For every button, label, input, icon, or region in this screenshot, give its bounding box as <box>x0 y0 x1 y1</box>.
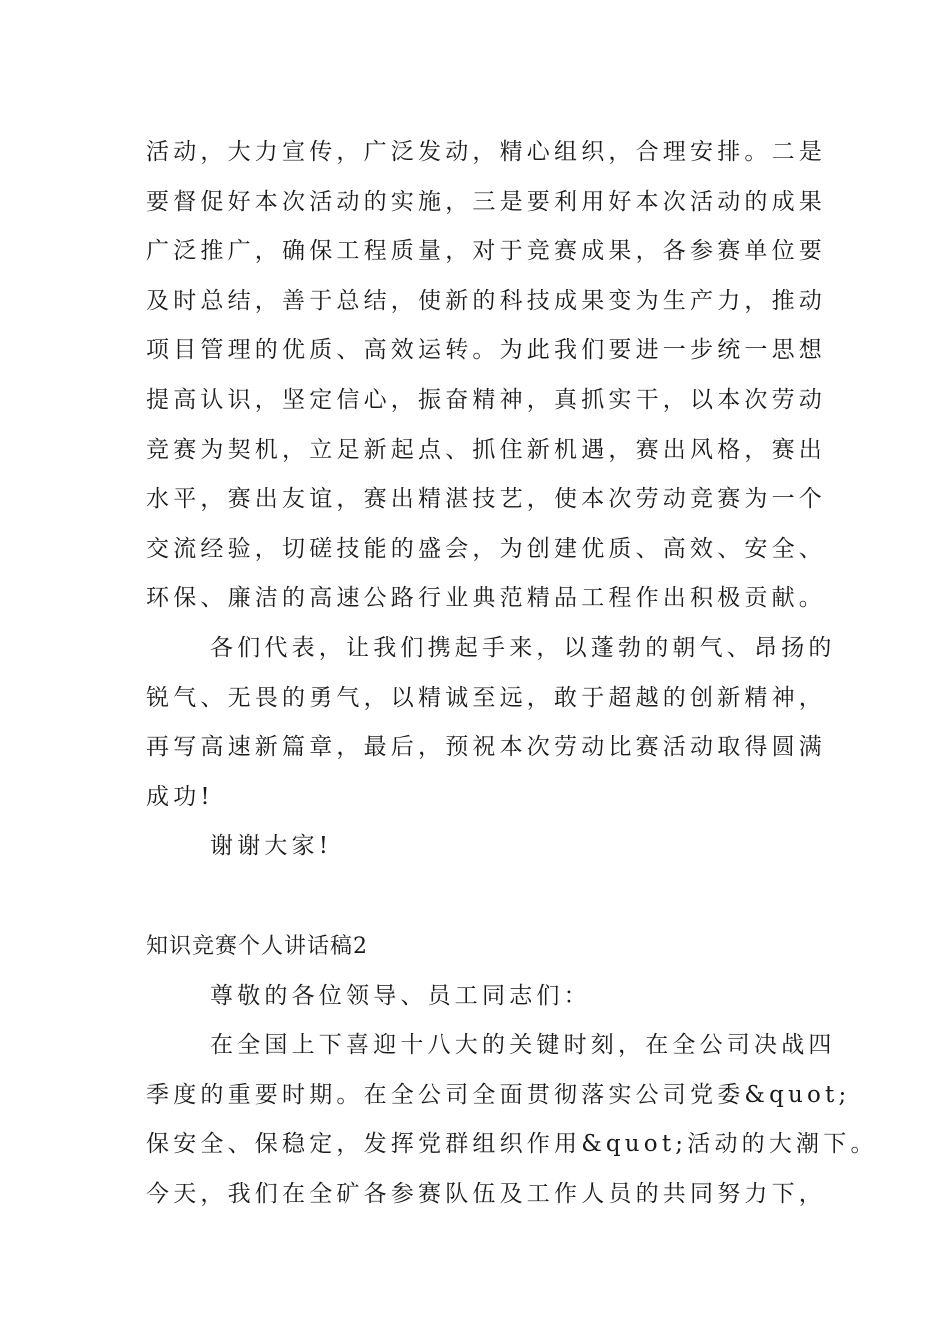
paragraph-line: 在全国上下喜迎十八大的关键时刻，在全公司决战四 <box>210 1032 836 1059</box>
paragraph-line: 锐气、无畏的勇气，以精诚至远，敢于超越的创新精神， <box>146 684 826 711</box>
paragraph-line: 提高认识，坚定信心，振奋精神，真抓实干，以本次劳动 <box>146 386 826 413</box>
paragraph-line: 交流经验，切磋技能的盛会，为创建优质、高效、安全、 <box>146 535 826 562</box>
paragraph-line: 保安全、保稳定，发挥党群组织作用&quot;活动的大潮下。 <box>146 1131 878 1158</box>
paragraph-line: 季度的重要时期。在全公司全面贯彻落实公司党委&quot; <box>146 1081 851 1108</box>
paragraph-line: 环保、廉洁的高速公路行业典范精品工程作出积极贡献。 <box>146 585 826 612</box>
section-gap <box>146 872 826 922</box>
paragraph-line: 要督促好本次活动的实施，三是要利用好本次活动的成果 <box>146 188 826 215</box>
paragraph-line: 及时总结，善于总结，使新的科技成果变为生产力，推动 <box>146 287 826 314</box>
paragraph-line: 今天，我们在全矿各参赛队伍及工作人员的共同努力下， <box>146 1180 826 1207</box>
paragraph-line: 再写高速新篇章，最后，预祝本次劳动比赛活动取得圆满 <box>146 734 826 761</box>
paragraph-line: 项目管理的优质、高效运转。为此我们要进一步统一思想 <box>146 337 826 364</box>
document-page <box>146 128 878 1219</box>
paragraph-line: 活动，大力宣传，广泛发动，精心组织，合理安排。二是 <box>146 139 826 165</box>
closing-line: 谢谢大家! <box>210 833 333 860</box>
paragraph-line: 竞赛为契机，立足新起点、抓住新机遇，赛出风格，赛出 <box>146 436 826 463</box>
paragraph-line: 各们代表，让我们携起手来，以蓬勃的朝气、昂扬的 <box>210 634 836 661</box>
paragraph-line: 成功! <box>146 783 214 810</box>
paragraph-line: 广泛推广，确保工程质量，对于竞赛成果，各参赛单位要 <box>146 238 826 265</box>
salutation-line: 尊敬的各位领导、员工同志们： <box>210 982 591 1009</box>
paragraph-line: 水平，赛出友谊，赛出精湛技艺，使本次劳动竞赛为一个 <box>146 486 826 513</box>
section-heading: 知识竞赛个人讲话稿2 <box>146 933 368 959</box>
